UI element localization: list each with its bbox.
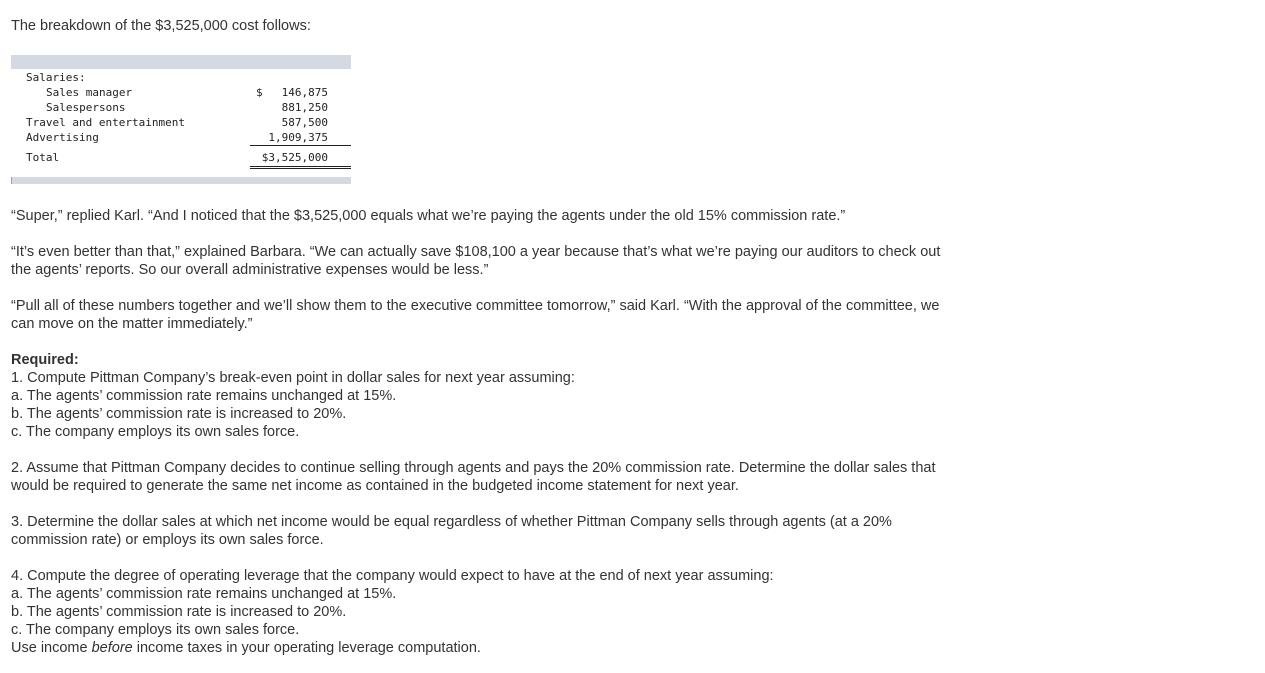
paragraph-karl-committee: “Pull all of these numbers together and we’ll show them to the executive committee tomorrow,” said Karl. “With the approval of the committee, we can move on the matter immediately.” <box>11 298 940 332</box>
row-total-label: Total <box>26 151 60 164</box>
question-4-text: 4. Compute the degree of operating leverage that the company would expect to have at the end of next year assuming: <box>11 568 774 584</box>
question-1-text: 1. Compute Pittman Company’s break-even point in dollar sales for next year assuming: <box>11 370 575 386</box>
row-sales-manager-amount: 146,875 <box>281 86 328 99</box>
question-3-text: 3. Determine the dollar sales at which net income would be equal regardless of whether Pittman Company sells through agents (at a 20% commission rate) or employs its own sales force. <box>11 514 892 548</box>
row-travel-label: Travel and entertainment <box>26 116 185 129</box>
question-4-section <box>11 567 956 657</box>
required-section <box>11 351 956 441</box>
row-salaries-label: Salaries: <box>26 71 86 84</box>
question-1b: b. The agents’ commission rate is increased to 20%. <box>11 406 347 422</box>
table-top-band <box>11 55 351 69</box>
table-bottom-band <box>11 177 351 184</box>
question-4-note-emphasis: before <box>91 640 133 656</box>
question-4-note-prefix: Use income <box>11 640 92 656</box>
subtotal-rule <box>250 145 351 146</box>
row-salespersons-amount: 881,250 <box>281 101 328 114</box>
question-4c: c. The company employs its own sales force. <box>11 622 300 638</box>
row-salespersons-label: Salespersons <box>46 101 126 114</box>
row-advertising-label: Advertising <box>26 131 99 144</box>
question-1a: a. The agents’ commission rate remains unchanged at 15%. <box>11 388 397 404</box>
intro-text: The breakdown of the $3,525,000 cost follows: <box>11 18 311 34</box>
cost-breakdown-table <box>11 55 351 184</box>
row-sales-manager-currency: $ <box>256 86 263 99</box>
row-travel-amount: 587,500 <box>281 116 328 129</box>
total-double-rule-top <box>250 166 351 167</box>
paragraph-barbara-savings: “It’s even better than that,” explained Barbara. “We can actually save $108,100 a year because that’s what we’re paying our auditors to check out the agents’ reports. So our overall administrative expenses would be less.” <box>11 244 941 278</box>
table-bottom-edge <box>11 177 12 184</box>
question-4b: b. The agents’ commission rate is increased to 20%. <box>11 604 347 620</box>
question-1c: c. The company employs its own sales force. <box>11 424 300 440</box>
question-4-note-suffix: income taxes in your operating leverage computation. <box>132 640 481 656</box>
row-sales-manager-label: Sales manager <box>46 86 133 99</box>
paragraph-karl-super: “Super,” replied Karl. “And I noticed that the $3,525,000 equals what we’re paying the agents under the old 15% commission rate.” <box>11 208 846 224</box>
question-4-note <box>11 639 956 657</box>
question-2-text: 2. Assume that Pittman Company decides to continue selling through agents and pays the 20% commission rate. Determine the dollar sales that would be required to generate the same net income as contained in the budgeted income statement for next year. <box>11 460 936 494</box>
row-advertising-amount: 1,909,375 <box>268 131 328 144</box>
row-total-amount: $3,525,000 <box>261 151 328 164</box>
question-4a: a. The agents’ commission rate remains unchanged at 15%. <box>11 586 397 602</box>
required-heading: Required: <box>11 352 79 368</box>
total-double-rule-bottom <box>250 168 351 169</box>
